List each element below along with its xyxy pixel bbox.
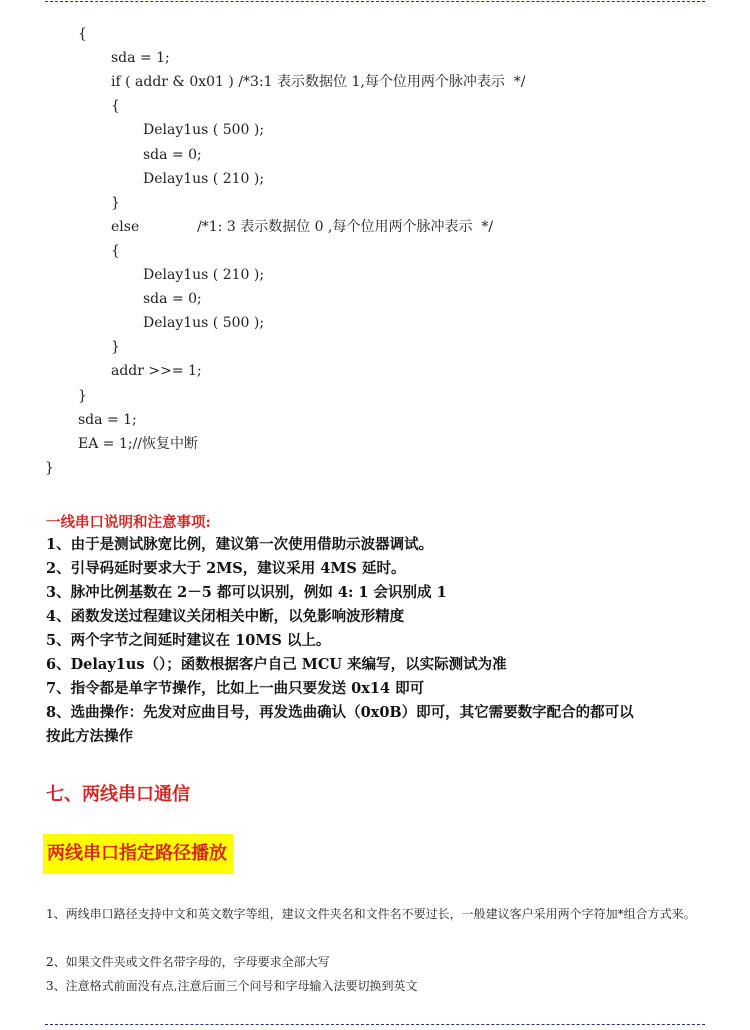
notes-title: 一线串口说明和注意事项: [46, 514, 211, 531]
note-item: 5、两个字节之间延时建议在 10MS 以上。 [46, 632, 331, 649]
section-heading: 七、两线串口通信 [46, 784, 190, 805]
code-line: } [45, 459, 54, 476]
paragraph-2: 2、如果文件夹或文件名带字母的，字母要求全部大写 [46, 955, 330, 969]
note-item: 1、由于是测试脉宽比例，建议第一次使用借助示波器调试。 [46, 536, 434, 553]
code-line: else /*1: 3 表示数据位 0 ,每个位用两个脉冲表示 */ [111, 218, 494, 235]
code-line: sda = 1; [111, 50, 170, 67]
code-line: sda = 0; [143, 146, 202, 163]
code-line: { [111, 98, 120, 115]
code-line: Delay1us ( 210 ); [143, 267, 265, 283]
note-item: 按此方法操作 [46, 728, 133, 745]
note-item: 8、选曲操作：先发对应曲目号，再发选曲确认（0x0B）即可，其它需要数字配合的都可以 [46, 704, 634, 721]
note-item: 3、脉冲比例基数在 2－5 都可以识别，例如 4: 1 会识别成 1 [46, 584, 447, 601]
code-line: EA = 1;//恢复中断 [78, 435, 199, 452]
code-line: Delay1us ( 500 ); [143, 122, 265, 139]
note-item: 4、函数发送过程建议关闭相关中断，以免影响波形精度 [46, 608, 405, 625]
code-line: addr >>= 1; [111, 363, 202, 380]
code-line: sda = 1; [78, 411, 137, 428]
code-line: Delay1us ( 500 ); [143, 315, 265, 332]
top-dashed-rule [45, 1, 705, 2]
note-item: 2、引导码延时要求大于 2MS，建议采用 4MS 延时。 [46, 560, 406, 577]
paragraph-3: 3、注意格式前面没有点,注意后面三个问号和字母输入法要切换到英文 [46, 979, 418, 993]
paragraph-1: 1、两线串口路径支持中文和英文数字等组，建议文件夹名和文件名不要过长，一般建议客户采用两个字符加*组合方式来。 [46, 907, 696, 921]
code-line: } [78, 387, 87, 404]
code-line: } [111, 194, 120, 211]
code-line: if ( addr & 0x01 ) /*3:1 表示数据位 1,每个位用两个脉冲表示 */ [111, 74, 526, 91]
code-line: sda = 0; [143, 291, 202, 308]
code-line: } [111, 339, 120, 356]
code-line: { [78, 26, 87, 42]
bottom-dashed-rule [45, 1024, 705, 1025]
code-line: { [111, 242, 120, 259]
note-item: 7、指令都是单字节操作，比如上一曲只要发送 0x14 即可 [46, 680, 425, 697]
code-line: Delay1us ( 210 ); [143, 170, 265, 187]
subsection-heading: 两线串口指定路径播放 [43, 834, 233, 874]
note-item: 6、Delay1us（）；函数根据客户自己 MCU 来编写，以实际测试为准 [46, 656, 507, 673]
